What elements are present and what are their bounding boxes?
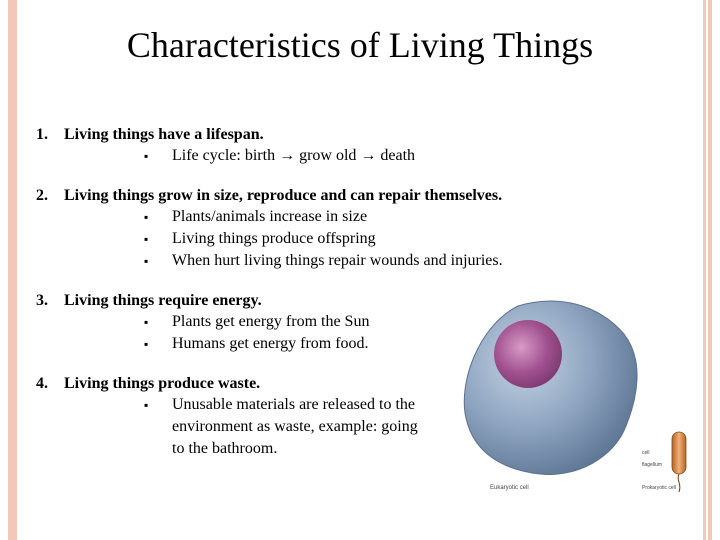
slide-border-right (703, 0, 712, 540)
item-number: 2. (36, 187, 48, 204)
list-item-lifespan (36, 124, 596, 167)
list-item-growth (36, 185, 596, 272)
item-heading: Living things require energy. (64, 292, 262, 309)
flagellum-label: flagellum (642, 462, 663, 468)
sub-point: ▪ Plants get energy from the Sun (144, 311, 596, 333)
bullet-icon: ▪ (144, 149, 149, 163)
bullet-icon: ▪ (144, 232, 149, 246)
eukaryotic-cell-label: Eukaryotic cell (490, 485, 529, 491)
sub-point: ▪ Life cycle: birth → grow old → death (144, 145, 596, 167)
item-heading: Living things produce waste. (64, 375, 261, 392)
sub-point: ▪ Humans get energy from food. (144, 333, 596, 355)
sub-point: ▪ Unusable materials are released to the environment as waste, example: going to the bathroom. (144, 394, 596, 460)
item-heading: Living things grow in size, reproduce and can repair themselves. (64, 187, 503, 204)
flagellum-line (678, 474, 680, 492)
item-heading: Living things have a lifespan. (64, 126, 264, 143)
bullet-icon: ▪ (144, 398, 149, 412)
sub-point: ▪ Living things produce offspring (144, 228, 596, 250)
slide-border-left (8, 0, 17, 540)
bullet-icon: ▪ (144, 337, 149, 351)
eukaryotic-cell-body (464, 301, 637, 474)
item-number: 1. (36, 126, 48, 143)
cell-illustration (448, 286, 692, 496)
item-number: 4. (36, 375, 48, 392)
slide-title: Characteristics of Living Things (126, 25, 594, 65)
prokaryotic-cell-label: Prokaryotic cell (642, 485, 676, 491)
bullet-icon: ▪ (144, 254, 149, 268)
sub-point: ▪ Plants/animals increase in size (144, 206, 596, 228)
cell-label: cell (642, 450, 650, 456)
cell-nucleus (494, 320, 562, 388)
sub-point: ▪ When hurt living things repair wounds and injuries. (144, 250, 596, 272)
bullet-icon: ▪ (144, 315, 149, 329)
item-number: 3. (36, 292, 48, 309)
bullet-icon: ▪ (144, 210, 149, 224)
prokaryotic-cell-body (672, 432, 686, 474)
